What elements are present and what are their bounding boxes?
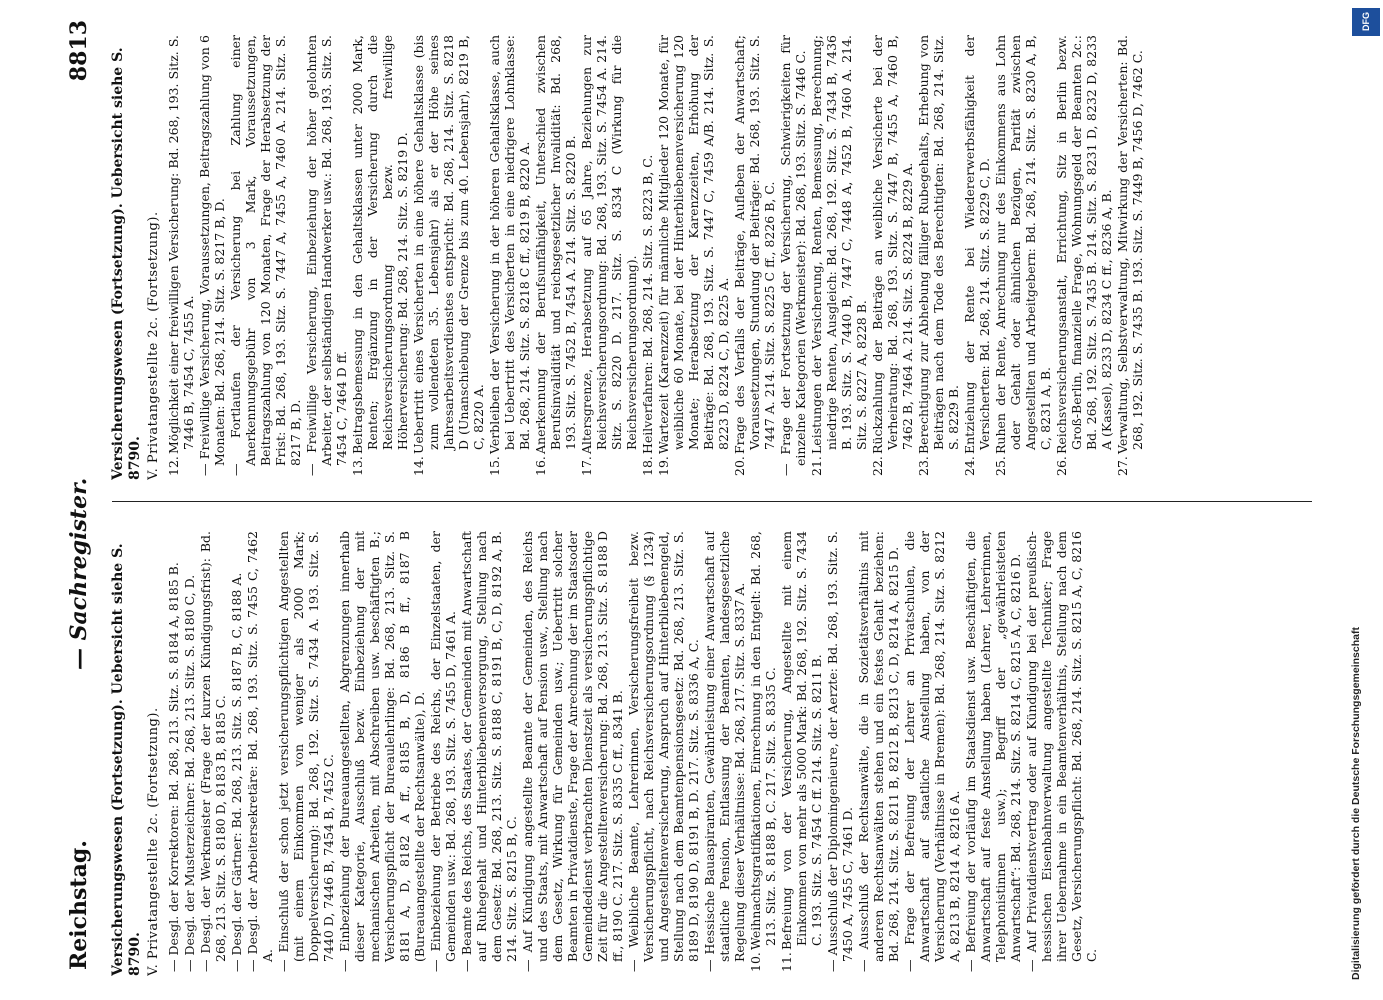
register-entry xyxy=(778,35,808,480)
entry-text: — Desgl. der Werkmeister (Frage der kurzen Kündigungsfrist): Bd. 268, 213. Sitz. S. 8180 D, 8183 B, 8185 C. xyxy=(198,531,228,972)
register-entry xyxy=(809,35,869,480)
entry-text: Möglichkeit einer freiwilligen Versicherung: Bd. 268, 193. Sitz. S. 7446 B, 7454 C, 7455 A. xyxy=(166,35,196,454)
register-entry xyxy=(337,531,427,976)
dfg-logo-text: DFG xyxy=(1352,8,1380,36)
page-header xyxy=(60,0,100,1000)
column-divider xyxy=(112,501,1312,502)
register-entry xyxy=(245,531,275,976)
entry-text: Weihnachtsgratifikationen, Einrechnung in den Entgelt: Bd. 268, 213. Sitz. S. 8188 B, C. 217. Sitz. S. 8335 C. xyxy=(748,531,778,950)
register-entry xyxy=(166,35,196,480)
entry-text: — Weibliche Beamte, Lehrerinnen, Versicherungsfreiheit bezw. Versicherungspflicht, nach Reichsversicherungsordnung (§ 1234) und Angestelltenversicherung, Anspruch auf Hinterbliebenengeld, Stellung nach dem Beamtenpensionsgesetz: Bd. 268, 213. Sitz. S. 8189 D, 8190 D, 8191 B, D. 217. Sitz. S. 8336 A, C. xyxy=(626,531,701,972)
register-entry xyxy=(962,35,992,480)
entry-text: Verwaltung, Selbstverwaltung, Mitwirkung der Versicherten: Bd. 268, 192. Sitz. S. 7435 B. 193. Sitz. S. 7449 B, 7456 D, 7462 C. xyxy=(1115,35,1145,454)
entry-text: — Desgl. der Gärtner: Bd. 268, 213. Sitz. S. 8187 B, C, 8188 A. xyxy=(229,572,244,972)
entry-number: 11. xyxy=(779,952,794,972)
entry-text: — Einschluß der schon jetzt versicherungspflichtigen Angestellten (mit einem Einkommen von weniger als 2000 Mark; Doppelversicherung): Bd. 268, 192. Sitz. S. 7434 A. 193. Sitz. S. 7440 D, 7446 B, 7454 B, 7452 C. xyxy=(276,531,336,972)
entry-text: — Auf Kündigung angestellte Beamte der Gemeinden, des Reichs und des Staats, mit Anwartschaft auf Pension usw., Stellung nach dem Gesetz, Wirkung für Gemeinden usw.; Uebertritt solcher Beamten in Privatdienste, Frage der Anrechnung der im Staatsoder Gemeindedienst verbrachten Dienstzeit als versicherungspflichtige Zeit für die Angestelltenversicherung: Bd. 268, 213. Sitz. S. 8188 D ff., 8190 C. 217. Sitz. S. 8335 C ff., 8341 B. xyxy=(520,531,625,972)
entry-text: — Beamte des Reichs, des Staates, der Gemeinden mit Anwartschaft auf Ruhegehalt und Hinterbliebenenversorgung, Stellung nach dem Gesetz: Bd. 268, 213. Sitz. S. 8188 C, 8191 B, C, D, 8192 A, B. 214. Sitz. S. 8215 B, C. xyxy=(459,531,519,972)
entry-number: 26. xyxy=(1054,456,1069,476)
entry-text: — Auf Privatdienstvertrag oder auf Kündigung bei der preußisch-hessischen Eisenbahnverwaltung angestellte Techniker; Frage ihrer Uebernahme in ein Beamtenverhältnis, Stellung nach dem Gesetz, Versicherungspflicht: Bd. 268, 214. Sitz. S. 8215 A, C, 8216 C. xyxy=(1024,531,1099,972)
right-entries xyxy=(166,35,1145,480)
entry-text: — Hessische Bauaspiranten, Gewährleistung einer Anwartschaft auf staatliche Pension, Entlassung der Beamten, landesgesetzliche Regelung dieser Verhältnisse: Bd. 268, 217. Sitz. S. 8337 A. xyxy=(702,531,747,972)
entry-text: Anerkennung der Berufsunfähigkeit, Unterschied zwischen Berufsinvalidität und reichsgesetzlicher Invalidität: Bd. 268, 193. Sitz. S. 7452 B, 7454 A. 214. Sitz. S. 8220 B. xyxy=(533,35,578,454)
entry-number: 17. xyxy=(579,456,594,476)
register-entry xyxy=(626,531,701,976)
entry-number: 12. xyxy=(166,456,181,476)
register-entry xyxy=(779,531,824,976)
register-entry xyxy=(656,35,731,480)
entry-text: — Ausschluß der Rechtsanwälte, die in Sozietätsverhältnis mit anderen Rechtsanwälten stehen und ein festes Gehalt beziehen: Bd. 268, 214. Sitz. S. 8211 B, 8212 B, 8213 C, D, 8214 A, 8215 D. xyxy=(856,531,901,972)
page-number: 8813 xyxy=(66,20,92,82)
register-entry xyxy=(1054,35,1114,480)
entry-text: Verbleiben der Versicherung in der höheren Gehaltsklasse, auch bei Uebertritt des Versicherten in eine niedrigere Lohnklasse: Bd. 268, 214. Sitz. S. 8218 C ff., 8219 B, 8220 A. xyxy=(487,35,532,454)
entry-text: — Frage der Fortsetzung der Versicherung, Schwierigkeiten für einzelne Kategorien (Werkmeister): Bd. 268, 193. Sitz. S. 7446 C. xyxy=(778,35,808,476)
entry-text: Altersgrenze, Herabsetzung auf 65 Jahre, Beziehungen zur Reichsversicherungsordnung: Bd. 268, 193. Sitz. S. 7454 A. 214. Sitz. S. 8220 D. 217. Sitz. S. 8334 C (Wirkung für die Reichsversicherungsordnung). xyxy=(579,35,639,454)
entry-text: — Desgl. der Musterzeichner: Bd. 268, 213. Sitz. S. 8180 C, D. xyxy=(182,574,197,972)
register-entry xyxy=(579,35,639,480)
entry-text: Heilverfahren: Bd. 268, 214. Sitz. S. 8223 B, C. xyxy=(640,154,655,454)
entry-number: 25. xyxy=(993,456,1008,476)
right-column-title: Versicherungswesen (Fortsetzung). Uebersicht siehe S. 8790. xyxy=(110,47,143,480)
register-entry xyxy=(487,35,532,480)
register-entry xyxy=(182,531,197,976)
register-entry xyxy=(229,531,244,976)
entry-number: 10. xyxy=(748,952,763,972)
entry-text: Wartezeit (Karenzzeit) für männliche Mitglieder 120 Monate, für weibliche 60 Monate, bei der Hinterbliebenenversicherung 120 Monate; Herabsetzung der Karenzzeiten, Erhöhung der Beiträge: Bd. 268, 193. Sitz. S. 7447 C, 7459 A/B. 214. Sitz. S. 8223 D, 8224 C, D, 8225 A. xyxy=(656,35,731,454)
entry-number: 24. xyxy=(962,456,977,476)
register-entry xyxy=(533,35,578,480)
register-entry xyxy=(166,531,181,976)
register-entry xyxy=(428,531,458,976)
entry-text: Uebertritt eines Versicherten in eine höhere Gehaltsklasse (bis zum vollendeten 35. Lebensjahr) als er der Höhe seines Jahresarbeitsverdienstes entspricht: Bd. 268, 214. Sitz. S. 8218 D (Unanschiebung der Grenze bis zum 40. Lebensjahr), 8219 B, C, 8220 A. xyxy=(411,35,486,454)
register-entry xyxy=(520,531,625,976)
left-entries xyxy=(166,531,1099,976)
entry-text: — Freiwillige Versicherung, Einbeziehung der höher gelohnten Arbeiter, der selbständigen Handwerker usw.: Bd. 268, 193. Sitz. S. 7454 C, 7464 D ff. xyxy=(304,35,349,476)
register-entry xyxy=(350,35,410,480)
entry-number: 21. xyxy=(809,456,824,476)
entry-text: Berechtigung zur Abhebung fälliger Rubegehalts, Erhebung von Beiträgen nach dem Tode des Berechtigten: Bd. 268, 214. Sitz. S. 8229 B. xyxy=(916,35,961,454)
entry-number: 20. xyxy=(732,456,747,476)
register-entry xyxy=(993,35,1053,480)
register-entry xyxy=(1024,531,1099,976)
rotated-document xyxy=(50,0,1340,1000)
entry-number: 22. xyxy=(870,456,885,476)
register-entry xyxy=(304,35,349,480)
entry-text: — Einbeziehung der Bureauangestellten, Abgrenzungen innerhalb dieser Kategorie, Ausschluß bezw. Einbeziehung der mit mechanischen Arbeiten, mit Abschreiben usw. beschäftigten B.; Versicherungspflicht der Bureaulehrlinge: Bd. 268, 213. Sitz. S. 8181 A, D, 8182 A ff., 8185 B, D, 8186 B ff., 8187 B (Bureauangestellte der Rechtsanwälte), D. xyxy=(337,531,427,972)
register-entry xyxy=(702,531,747,976)
entry-text: — Freiwillige Versicherung, Voraussetzungen, Beitragszahlung von 6 Monaten: Bd. 268, 214. Sitz. S. 8217 B, D. xyxy=(197,35,227,476)
right-column-subtitle: V. Privatangestellte 2c. (Fortsetzung). xyxy=(146,211,161,480)
register-entry xyxy=(856,531,901,976)
left-column-title: Versicherungswesen (Fortsetzung). Uebersicht siehe S. 8790. xyxy=(110,543,143,976)
header-left: Reichstag. xyxy=(66,840,92,970)
entry-number: 23. xyxy=(916,456,931,476)
entry-number: 27. xyxy=(1115,456,1130,476)
digitization-note-text: Digitalisierung gefördert durch die Deutsche Forschungsgemeinschaft xyxy=(1350,627,1362,980)
register-entry xyxy=(825,531,855,976)
entry-text: — Frage der Befreiung der Lehrer an Privatschulen, die Anwartschaft auf staatliche Anstellung haben, von der Versicherung (Verhältnisse in Bremen): Bd. 268, 214. Sitz. S. 8212 A, 8213 B, 8214 A, 8216 A. xyxy=(902,531,962,972)
register-entry xyxy=(963,531,1023,976)
entry-text: — Fortlaufen der Versicherung bei Zahlung einer Anerkennungsgebühr von 3 Mark, Voraussetzungen, Beitragszahlung von 120 Monaten, Frage der Herabsetzung der Frist: Bd. 268, 193. Sitz. S. 7447 A, 7455 A, 7460 A. 214. Sitz. S. 8217 B, D. xyxy=(228,35,303,476)
digitization-note xyxy=(1350,20,1370,980)
register-entry xyxy=(276,531,336,976)
register-entry xyxy=(916,35,961,480)
register-entry xyxy=(459,531,519,976)
entry-number: 15. xyxy=(487,456,502,476)
register-entry xyxy=(411,35,486,480)
header-mid: — Sachregister. xyxy=(66,477,92,670)
entry-text: — Befreiung der vorläufig im Staatsdienst usw. Beschäftigten, die Anwartschaft auf feste Anstellung haben (Lehrer, Lehrerinnen, Telephonistinnen usw.); Begriff der „gewährleisteten Anwartschaft“: Bd. 268, 214. Sitz. S. 8214 C, 8215 A, C, 8216 D. xyxy=(963,531,1023,972)
entry-text: — Desgl. der Arbeitersekretäre: Bd. 268, 193. Sitz. S. 7455 C, 7462 A. xyxy=(245,531,275,972)
left-column xyxy=(110,531,1320,976)
register-entry xyxy=(640,35,655,480)
entry-text: Ruhen der Rente, Anrechnung nur des Einkommens aus Lohn oder Gehalt oder ähnlichen Bezügen, Parität zwischen Angestellten und Arbeitgebern: Bd. 268, 214. Sitz. S. 8230 A, B, C, 8231 A, B. xyxy=(993,35,1053,454)
register-entry xyxy=(228,35,303,480)
register-entry xyxy=(1115,35,1145,480)
right-column xyxy=(110,35,1320,480)
entry-text: Entziehung der Rente bei Wiedererwerbsfähigkeit der Versicherten: Bd. 268, 214. Sitz. S. 8229 C, D. xyxy=(962,35,992,454)
left-column-subtitle: V. Privatangestellte 2c. (Fortsetzung). xyxy=(146,707,161,976)
register-entry xyxy=(870,35,915,480)
entry-text: Reichsversicherungsanstalt, Errichtung, Sitz in Berlin bezw. Groß-Berlin, finanzielle Frage, Wohnungsgeld der Beamten 2c.: Bd. 268, 192. Sitz. S. 7435 B. 214. Sitz. S. 8231 D, 8232 D, 8233 A (Kassel), 8233 D, 8234 C ff., 8236 A, B. xyxy=(1054,35,1114,454)
register-entry xyxy=(748,531,778,976)
entry-text: Frage des Verfalls der Beiträge, Aufleben der Anwartschaft; Voraussetzungen, Stundung der Beiträge: Bd. 268, 193. Sitz. S. 7447 A. 214. Sitz. S. 8225 C ff., 8226 B, C. xyxy=(732,35,777,454)
entry-text: Leistungen der Versicherung, Renten, Bemessung, Berechnung; niedrige Renten, Ausgleich: Bd. 268, 192. Sitz. S. 7434 B, 7436 B. 193. Sitz. S. 7440 B, 7447 C, 7448 A, 7452 B, 7460 A. 214. Sitz. S. 8227 A, 8228 B. xyxy=(809,35,869,454)
register-entry xyxy=(732,35,777,480)
register-entry xyxy=(197,35,227,480)
entry-text: Rückzahlung der Beiträge an weibliche Versicherte bei der Verheiratung: Bd. 268, 193. Sitz. S. 7447 B, 7455 A, 7460 B, 7462 B, 7464 A. 214. Sitz. S. 8224 B, 8229 A. xyxy=(870,35,915,454)
register-entry xyxy=(198,531,228,976)
entry-number: 16. xyxy=(533,456,548,476)
entry-number: 13. xyxy=(350,456,365,476)
entry-number: 19. xyxy=(656,456,671,476)
entry-number: 14. xyxy=(411,456,426,476)
entry-text: — Desgl. der Korrektoren: Bd. 268, 213. Sitz. S. 8184 A, 8185 B. xyxy=(166,562,181,972)
entry-number: 18. xyxy=(640,456,655,476)
entry-text: — Einbeziehung der Betriebe des Reichs, der Einzelstaaten, der Gemeinden usw.: Bd. 268, 193. Sitz. S. 7455 D, 7461 A. xyxy=(428,531,458,972)
entry-text: Beitragsbemessung in den Gehaltsklassen unter 2000 Mark, Renten; Ergänzung in der Versicherung durch die Reichsversicherungsordnung bezw. freiwillige Höherversicherung: Bd. 268, 214. Sitz. S. 8219 D. xyxy=(350,35,410,454)
register-entry xyxy=(902,531,962,976)
entry-text: Befreiung von der Versicherung, Angestellte mit einem Einkommen von mehr als 5000 Mark: Bd. 268, 192. Sitz. S. 7434 C. 193. Sitz. S. 7454 C ff. 214. Sitz. S. 8211 B. xyxy=(779,531,824,950)
entry-text: — Ausschluß der Diplomingenieure, der Aerzte: Bd. 268, 193. Sitz. S. 7450 A, 7455 C, 7461 D. xyxy=(825,531,855,972)
